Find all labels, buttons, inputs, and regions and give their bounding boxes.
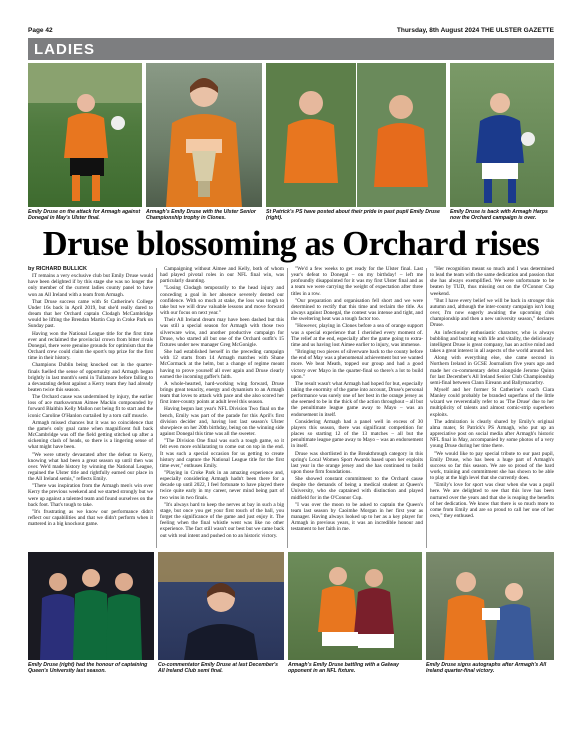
article-paragraph: "Our preparation and organisation fell short and we were determined to rectify that this time and reclaim the title. As always against Donegal, the contest was intense and tight, and the sweltering heat was a tough factor too.	[291, 297, 423, 323]
photo-galway-battle	[288, 552, 422, 660]
school-players-icon	[266, 63, 446, 207]
article-paragraph: An infectiously enthusiastic character, who is always bubbling and bursting with life and vitality, the deliciously intelligent Druse is great company, has an active mind and takes a great interest in all aspects of the world around her.	[430, 329, 554, 355]
article-paragraph: Campaigning without Aimee and Kelly, both of whom had played pivotal roles in our NFL final win, was particularly daunting.	[160, 266, 284, 285]
article-paragraph: Considering Armagh had a panel well in excess of 30 players this season, there was significant competition for places so starting 12 of the 13 matches – all but the penultimate league game away to Mayo – was an endorsement in itself.	[291, 418, 423, 450]
article-paragraph: Druse was shortlisted in the Breakthrough category in this spring's Local Women Sport Awards based upon her exploits last year in the orange jersey and she has continued to build upon those firm foundations.	[291, 450, 423, 475]
byline: by RICHARD BULLICK	[28, 266, 87, 272]
article-column-2	[160, 266, 284, 548]
headline: Druse blossoming as Orchard rises	[42, 225, 540, 263]
article-paragraph: Their All Ireland dream may have been dashed but this was still a special season for Armagh with those two silverware wins, and another productive campaign for Druse, who started all but one of the Orchard outfit's 15 fixtures under new manager Greg McGonigle.	[160, 317, 284, 348]
team-players-icon	[28, 552, 154, 660]
section-banner	[28, 38, 554, 60]
article-paragraph: "We'd a few weeks to get ready for the Ulster final. Last year's defeat to Donegal – on my birthday! – left me profoundly disappointed for it was my first Ulster final and as a team we were carrying the weight of expectation after three titles in a row.	[291, 266, 423, 297]
section-title: LADIES	[34, 41, 96, 58]
article-paragraph: "However, playing in Clones before a sea of orange support was a special experience that I cherished every moment of. The relief at the end, especially after the game going to extra-time and us having lost Aimee earlier to injury, was immense.	[291, 323, 423, 348]
article-column-4	[430, 266, 554, 548]
article-paragraph: "But I have every belief we will be back in stronger this autumn and, although the inter-county campaign isn't long over, I'm now eagerly awaiting the upcoming club championship and then a new university season," declares Druse.	[430, 297, 554, 329]
article-paragraph: "Losing Clodagh temporarily to the head injury and conceding a goal in her absence severely dented our confidence. With so much at stake, the loss was tough to take but we will draw valuable lessons and move forward with our focus on next year."	[160, 285, 284, 317]
caption-photo-6: Co-commentator Emily Druse at last December's All Ireland Club semi final.	[158, 662, 279, 675]
photo-armagh-harps	[450, 63, 554, 207]
caption-photo-2: Armagh's Emily Druse with the Ulster Senior Championship trophy in Clones.	[146, 209, 256, 222]
article-paragraph: "Playing in Croke Park in an amazing experience and, especially considering Armagh hadn't been there for a decade up until 2022, I feel fortunate to have played there twice quite early in my career, never mind being part of two wins in two finals.	[160, 470, 284, 501]
trophy-figure-icon	[146, 63, 262, 207]
page-header	[28, 24, 554, 36]
photo-co-commentator	[158, 552, 284, 660]
article-paragraph: "The Division One final was such a tough game, so it felt even more exhilarating to come out on top in the end. It was such a special occasion for us getting to create history and capture the National League title for the first time ever," enthuses Emily.	[160, 438, 284, 469]
article-paragraph: "Her recognition meant so much and I was determined to lead the team with the same dedication and passion that she has always exemplified. We were unfortunate to be beaten by TUD, thus missing out on the O'Connor Cup weekend.	[430, 266, 554, 297]
article-paragraph: She showed constant commitment to the Orchard cause despite the demands of being a medical student at Queen's University, who she captained with distinction and played midfield for in the O'Connor Cup.	[291, 476, 423, 501]
article-paragraph: "I was over the moon to be asked to captain the Queen's team last season by Caoimhe Morgan in her first year as manager. Having always looked up to her as a key player for Armagh in previous years, it was an incredible honour and testament to her faith in me.	[291, 501, 423, 533]
column-divider	[287, 268, 288, 548]
article-paragraph: "It's always hard to keep the nerves at bay in such a big stage, but once you get your first touch of the ball, you forget the significance of the game and just enjoy it. The feeling when the final whistle went was like no other experience. The fact still wasn't our best but we came back out with real intent and pushed on to an historic victory.	[160, 501, 284, 539]
caption-photo-1: Emily Druse on the attack for Armagh against Donegal in May's Ulster final.	[28, 209, 141, 222]
article-paragraph: "Bringing two pieces of silverware back to the county before the end of May was a phenomenal achievement but we wanted more. We beat Meath, topped our group and had a good victory over Mayo in the quarter-final so there's a lot to build upon."	[291, 349, 423, 380]
article-paragraph: Champions Dublin being knocked out in the quarter-finals fuelled the sense of opportunity and Armagh began brightly in last month's semi in Tullamore before falling to a devastating defeat against a Kerry team they had already beaten twice this season.	[28, 362, 153, 393]
caption-photo-7: Armagh's Emily Druse battling with a Galway opponent in an NFL fixture.	[288, 662, 400, 675]
photo-queens-team	[28, 552, 154, 660]
caption-photo-8: Emily Druse signs autographs after Armagh's All Ireland quarter-final victory.	[426, 662, 547, 675]
article-paragraph: "We were utterly devastated after the defeat to Kerry, knowing what had been a great season up until then was over. We'd made history by winning the National League, regained the Ulster title and rightfully earned our place in the All Ireland semis," reflects Emily.	[28, 451, 153, 483]
article-paragraph: Having won the National League title for the first time ever and reclaimed the provincial crown from bitter rivals Donegal, there were genuine grounds for optimism that the Orchard crew could claim the sport's top prize for the first time in their history.	[28, 330, 153, 362]
article-paragraph: The Orchard cause was undermined by injury, the earlier loss of ace markswoman Aimee Mackin compounded by forward Blaithin Kelly Mallon not being fit to start and the iconic Caroline O'Hanlon curtailed by a torn calf muscle.	[28, 394, 153, 419]
article-paragraph: IT remains a very exclusive club but Emily Druse would have been delighted if by this stage she was no longer the only member of the current ladies county panel to have won an All Ireland with a team from Armagh.	[28, 273, 153, 298]
article-paragraph: Having begun last year's NFL Division Two final on the bench, Emily was part of the parade for this April's first division decider and, having lost last season's Ulster showpiece on her 20th birthday, being on the winning side against Donegal this time was all the sweeter.	[160, 406, 284, 438]
caption-photo-3: St Patrick's PS have posted about their pride in past pupil Emily Druse (right).	[266, 209, 440, 222]
photo-st-patricks	[266, 63, 446, 207]
player-figure-icon	[28, 63, 142, 207]
article-paragraph: Along with everything else, she came second in Northern Ireland in GCSE Journalism five years ago and made her co-commentary debut alongside Jerome Quinn for last December's All Ireland Senior Club Championship semi-final between Clann Eireann and Ballymacarbry.	[430, 355, 554, 386]
page-number: Page 42	[28, 26, 53, 34]
article-paragraph: Myself and her former St Catherine's coach Ciara Manley could probably be branded superfans of the little wizard we reverentially refer to as 'The Druse' due to her multiplicity of talents and almost comic-strip superhero exploits.	[430, 386, 554, 418]
article-paragraph: The admiration is clearly shared by Emily's original alma mater, St Patrick's PS Armagh, who put up an appreciative post on social media after Armagh's historic NFL final in May, accompanied by some photos of a very young Druse during her time there.	[430, 418, 554, 450]
commentator-figure-icon	[158, 552, 284, 660]
column-divider	[426, 268, 427, 548]
article-column-1	[28, 266, 153, 548]
article-paragraph: Armagh missed chances but it was no coincidence that the game's only goal came when magnificent full back McCambridge was off the field getting stitched up after a sickening clash of heads, so there is a lingering sense of what might have been.	[28, 419, 153, 451]
photo-emily-attack	[28, 63, 142, 207]
article-paragraph: "Emily's love for sport was clear when she was a pupil here. We are delighted to see that this love has been nurtured over the years and that she is reaping the benefits of her dedication. We know that there is so much more to come from Emily and are so proud to call her one of her own," they enthused.	[430, 482, 554, 520]
article-paragraph: "We would like to pay special tribute to our past pupil, Emily Druse, who has been a huge part of Armagh's success so far this season. We are so proud of the hard work, training and commitment she has shown to be able to play at the high level that she currently does.	[430, 450, 554, 482]
tackle-figures-icon	[288, 552, 422, 660]
article-paragraph: "There was inspiration from the Armagh men's win over Kerry the previous weekend and we started strongly but we were up against a talented team and found ourselves on the back foot. That's tough to take.	[28, 483, 153, 508]
article-paragraph: That Druse success came with St Catherine's College Under 16s back in April 2019, but she'd really dared to dream that her Orchard captain Clodagh McCambridge would be lifting the Brendan Martin Cup in Croke Park on Sunday past.	[28, 298, 153, 330]
photo-emily-trophy	[146, 63, 262, 207]
autograph-figures-icon	[426, 552, 554, 660]
caption-photo-5: Emily Druse (right) had the honour of captaining Queen's University last season.	[28, 662, 148, 675]
photo-autographs	[426, 552, 554, 660]
caption-photo-4: Emily Druse is back with Armagh Harps now the Orchard campaign is over.	[450, 209, 548, 222]
article-paragraph: A whole-hearted, hard-working wing forward, Druse brings great tenacity, energy and dynamism to an Armagh team that loves to attack with pace and she also scored her first inter-county points at adult level this season.	[160, 380, 284, 406]
dateline: Thursday, 8th August 2024 THE ULSTER GAZETTE	[396, 26, 554, 34]
article-paragraph: "It's frustrating as we know our performance didn't reflect our capabilities and that we didn't perform when it mattered in a big knockout game.	[28, 508, 153, 528]
harps-player-icon	[450, 63, 554, 207]
article-paragraph: She had established herself in the preceding campaign with 12 starts from 14 Armagh matches with Shane McCormack at the helm, but a change of regime meant having to prove yourself all over again and Druse clearly earned the incoming gaffer's faith.	[160, 349, 284, 380]
article-paragraph: The result wasn't what Armagh had hoped for but, especially taking the enormity of the game into account, Druse's personal performance was surely one of her best in the orange jersey as she seemed to be in the thick of the action throughout – all but the penultimate league game away to Mayo – was an endorsement in itself.	[291, 380, 423, 418]
article-column-3	[291, 266, 423, 548]
column-divider	[156, 268, 157, 548]
